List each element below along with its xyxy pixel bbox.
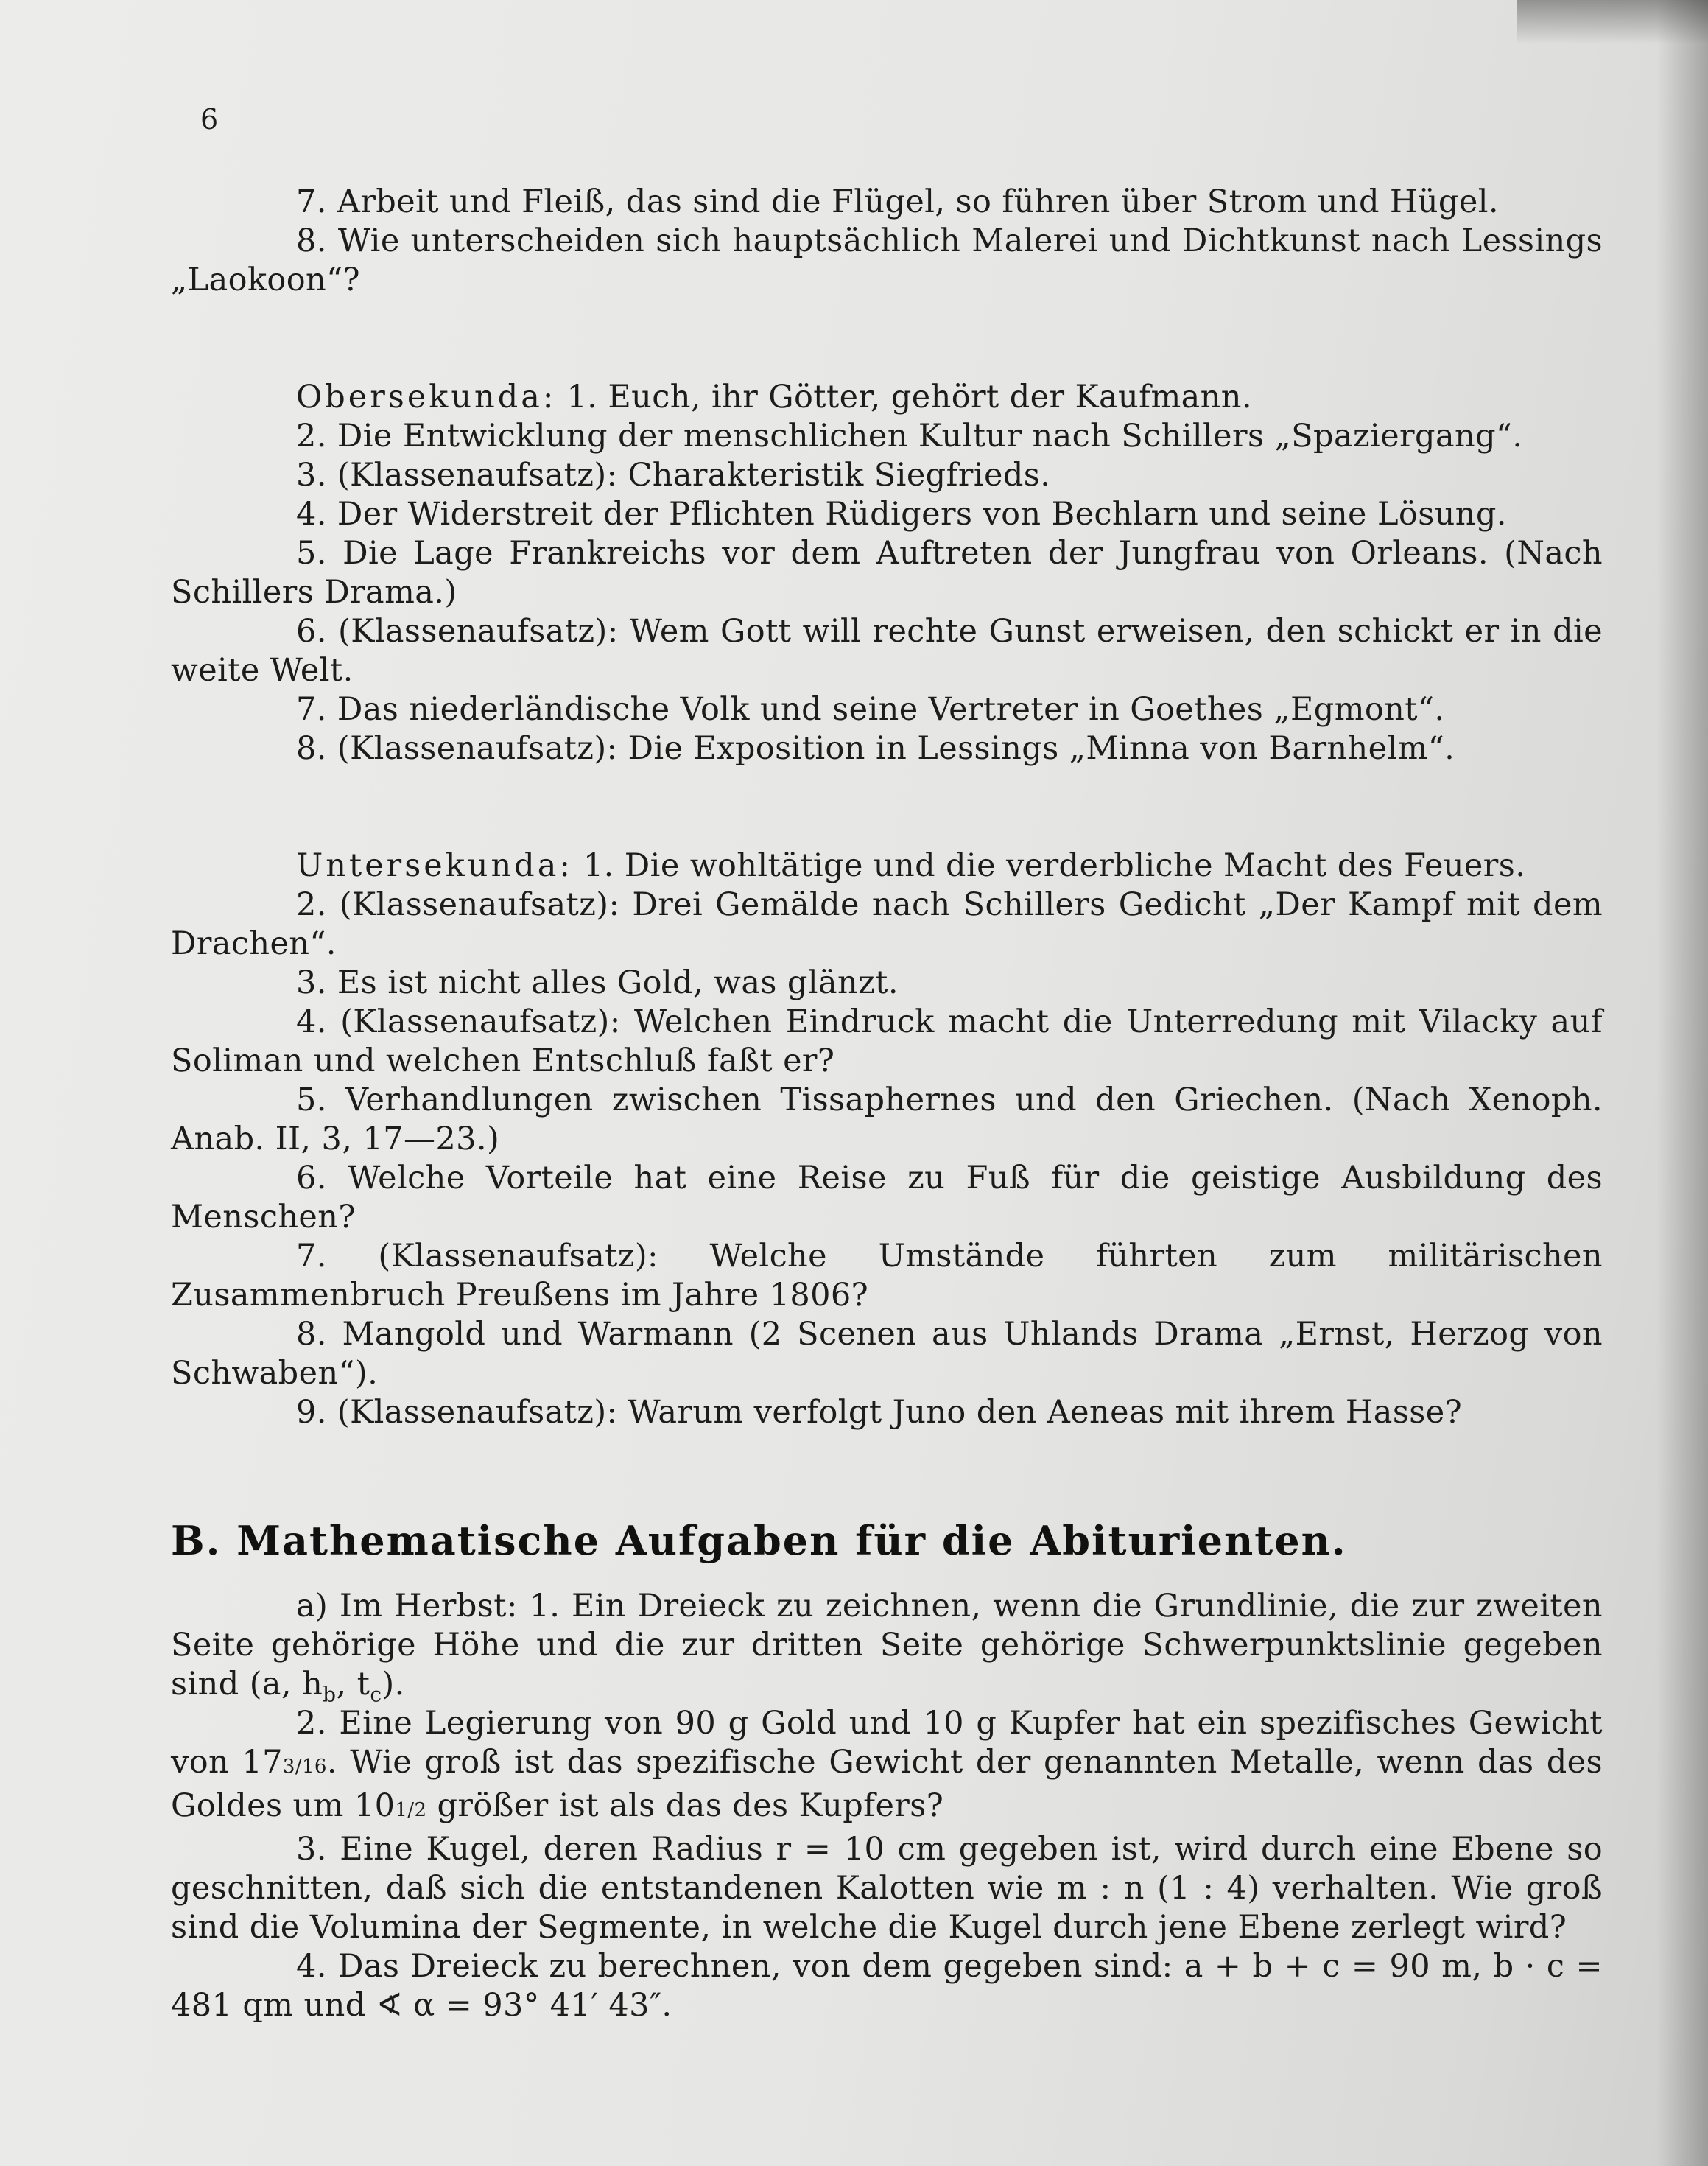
obersekunda-item: 8. (Klassenaufsatz): Die Exposition in Lessings „Minna von Barnhelm“.	[296, 730, 1455, 767]
obersekunda-item: 2. Die Entwicklung der menschlichen Kultur nach Schillers „Spaziergang“.	[296, 418, 1523, 455]
math-problem-2-text: . Wie groß ist das spezifische Gewicht der genannten Metalle, wenn das des Goldes um 10	[171, 1744, 1603, 1824]
math-problem-3: 3. Eine Kugel, deren Radius r = 10 cm gegeben ist, wird durch eine Ebene so geschnitten, daß sich die entstandenen Kalotten wie m : n (1 : 4) verhalten. Wie groß sind die Volumina der Segmente, in welche die Kugel durch jene Ebene zerlegt wird?	[171, 1831, 1603, 1946]
untersekunda-item-text: 1. Die wohltätige und die verderbliche Macht des Feuers.	[583, 847, 1526, 884]
section-spacer	[171, 768, 1603, 847]
math-problem-1	[171, 1587, 1603, 1707]
untersekunda-item: 5. Verhandlungen zwischen Tissaphernes und den Griechen. (Nach Xenoph. Anab. II, 3, 17—23.)	[171, 1082, 1603, 1157]
season-label: a) Im Herbst:	[296, 1588, 518, 1624]
formula-part: , t	[336, 1666, 370, 1703]
obersekunda-item	[171, 378, 1603, 417]
math-problem-2-text: 2. Eine Legierung von 90 g Gold und 10 g Kupfer hat ein spezifisches Gewicht von 17	[171, 1705, 1603, 1781]
math-problem-4: 4. Das Dreieck zu berechnen, von dem gegeben sind: a + b + c = 90 m, b · c = 481 qm und ∢ α = 93° 41′ 43″.	[171, 1948, 1603, 2024]
untersekunda-item: 4. (Klassenaufsatz): Welchen Eindruck macht die Unterredung mit Vilacky auf Soliman und welchen Entschluß faßt er?	[171, 1003, 1603, 1079]
untersekunda-item: 9. (Klassenaufsatz): Warum verfolgt Juno den Aeneas mit ihrem Hasse?	[296, 1394, 1463, 1431]
math-problem-1-text: 1. Ein Dreieck zu zeichnen, wenn die Grundlinie, die zur zweiten Seite gehörige Höhe und die zur dritten Seite gehörige Schwerpunktslinie gegeben sind	[171, 1588, 1603, 1703]
intro-item-7: 7. Arbeit und Fleiß, das sind die Flügel, so führen über Strom und Hügel.	[296, 183, 1499, 220]
fraction: 3/16	[282, 1756, 327, 1778]
formula-subscript: b	[323, 1682, 337, 1707]
untersekunda-item: 2. (Klassenaufsatz): Drei Gemälde nach Schillers Gedicht „Der Kampf mit dem Drachen“.	[171, 886, 1603, 962]
intro-item-8: 8. Wie unterscheiden sich hauptsächlich Malerei und Dichtkunst nach Lessings „Laokoon“?	[171, 222, 1603, 298]
formula-subscript: c	[370, 1682, 382, 1707]
section-spacer	[171, 300, 1603, 378]
heading-spacer	[171, 1566, 1603, 1587]
page-corner-shadow	[1517, 0, 1708, 44]
untersekunda-item: 6. Welche Vorteile hat eine Reise zu Fuß für die geistige Ausbildung des Menschen?	[171, 1160, 1603, 1236]
formula-part: (a, h	[249, 1666, 323, 1703]
obersekunda-item: 3. (Klassenaufsatz): Charakteristik Siegfrieds.	[296, 457, 1051, 494]
obersekunda-item: 7. Das niederländische Volk und seine Vertreter in Goethes „Egmont“.	[296, 691, 1445, 728]
obersekunda-item: 4. Der Widerstreit der Pflichten Rüdigers von Bechlarn und seine Lösung.	[296, 496, 1507, 533]
untersekunda-item	[171, 847, 1603, 886]
section-spacer	[171, 1432, 1603, 1515]
obersekunda-item: 5. Die Lage Frankreichs vor dem Auftreten der Jungfrau von Orleans. (Nach Schillers Drama.)	[171, 535, 1603, 611]
page-number: 6	[200, 103, 219, 136]
page-body	[171, 183, 1603, 2025]
formula-part: ).	[382, 1666, 405, 1703]
untersekunda-item: 7. (Klassenaufsatz): Welche Umstände führten zum militärischen Zusammenbruch Preußens im Jahre 1806?	[171, 1238, 1603, 1314]
obersekunda-item: 6. (Klassenaufsatz): Wem Gott will rechte Gunst erweisen, den schickt er in die weite Welt.	[171, 613, 1603, 689]
untersekunda-item: 3. Es ist nicht alles Gold, was glänzt.	[296, 964, 899, 1001]
page-edge-shadow	[1656, 0, 1708, 2166]
obersekunda-label: Obersekunda:	[296, 379, 557, 416]
untersekunda-item: 8. Mangold und Warmann (2 Scenen aus Uhlands Drama „Ernst, Herzog von Schwaben“).	[171, 1316, 1603, 1392]
math-problem-2	[171, 1704, 1603, 1830]
math-problem-2-text: größer ist als das des Kupfers?	[426, 1787, 944, 1824]
obersekunda-item-text: 1. Euch, ihr Götter, gehört der Kaufmann.	[566, 379, 1252, 416]
formula	[249, 1666, 405, 1707]
section-b-heading: B. Mathematische Aufgaben für die Abiturienten.	[171, 1517, 1347, 1564]
untersekunda-label: Untersekunda:	[296, 847, 573, 884]
fraction: 1/2	[395, 1799, 427, 1821]
